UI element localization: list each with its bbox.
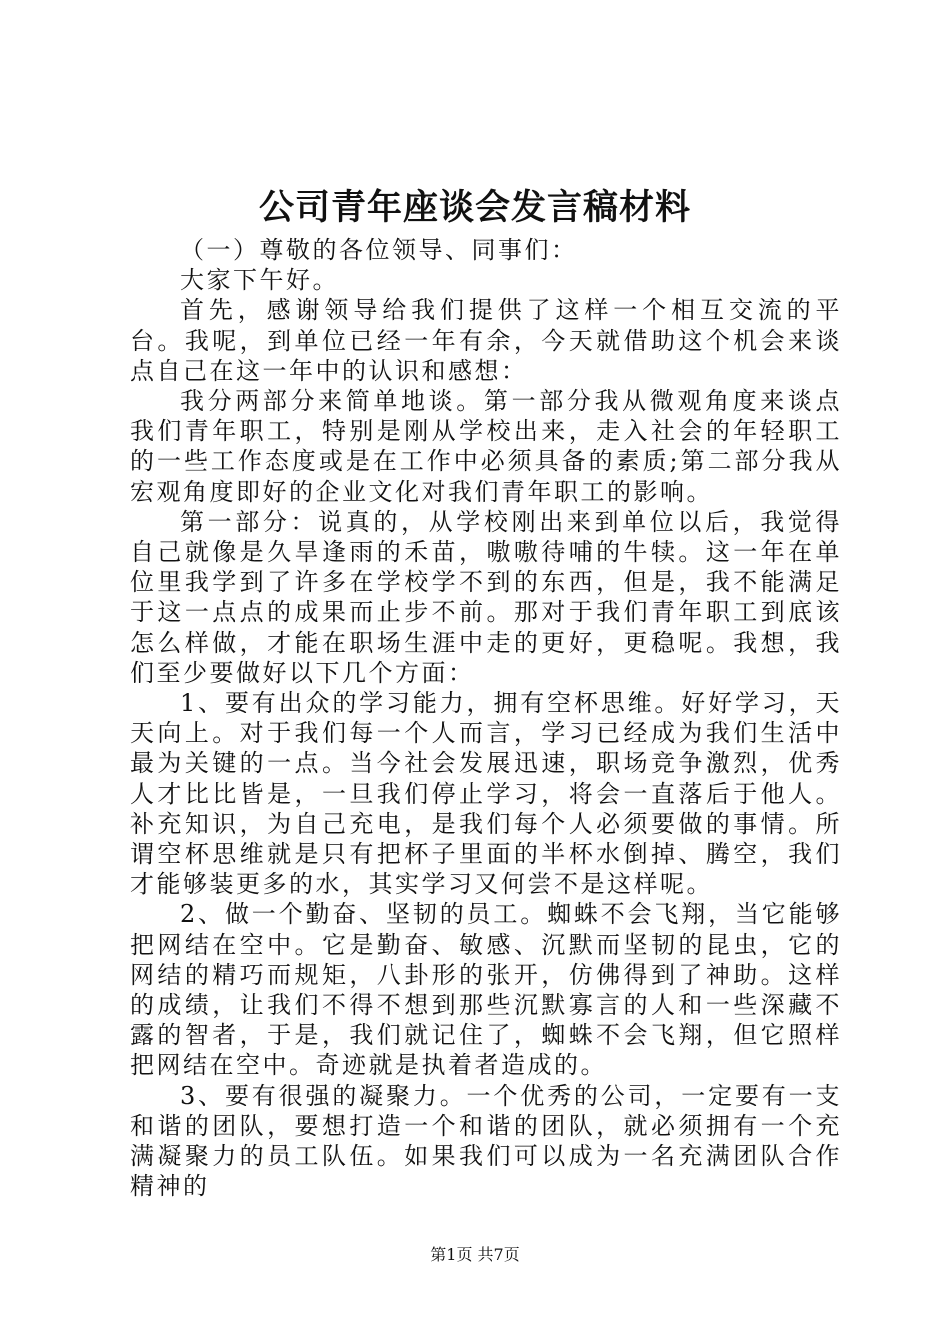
salutation-paragraph: （一）尊敬的各位领导、同事们：: [180, 236, 578, 264]
point-one-paragraph: 1、要有出众的学习能力，拥有空杯思维。好好学习，天天向上。对于我们每一个人而言，学习已经成为我们生活中最为关键的一点。当今社会发展迅速，职场竞争激烈，优秀人才比比皆是，一旦我们停止学习，将会一直落后于他人。补充知识，为自己充电，是我们每个人必须要做的事情。所谓空杯思维就是只有把杯子里面的半杯水倒掉、腾空，我们才能够装更多的水，其实学习又何尝不是这样呢。: [130, 689, 842, 899]
part-one-paragraph: 第一部分：说真的，从学校刚出来到单位以后，我觉得自己就像是久旱逢雨的禾苗，嗷嗷待哺的牛犊。这一年在单位里我学到了许多在学校学不到的东西，但是，我不能满足于这一点点的成果而止步不前。那对于我们青年职工到底该怎么样做，才能在职场生涯中走的更好，更稳呢。我想，我们至少要做好以下几个方面：: [130, 507, 842, 687]
document-body: [130, 235, 842, 1202]
point-three-paragraph: 3、要有很强的凝聚力。一个优秀的公司，一定要有一支和谐的团队，要想打造一个和谐的团队，就必须拥有一个充满凝聚力的员工队伍。如果我们可以成为一名充满团队合作精神的: [130, 1081, 842, 1201]
intro-paragraph: 首先，感谢领导给我们提供了这样一个相互交流的平台。我呢，到单位已经一年有余，今天就借助这个机会来谈点自己在这一年中的认识和感想：: [130, 296, 842, 385]
document-title: 公司青年座谈会发言稿材料: [258, 187, 691, 228]
point-two-paragraph: 2、做一个勤奋、坚韧的员工。蜘蛛不会飞翔，当它能够把网结在空中。它是勤奋、敏感、沉默而坚韧的昆虫，它的网结的精巧而规矩，八卦形的张开，仿佛得到了神助。这样的成绩，让我们不得不想到那些沉默寡言的人和一些深藏不露的智者，于是，我们就记住了，蜘蛛不会飞翔，但它照样把网结在空中。奇迹就是执着者造成的。: [130, 900, 842, 1080]
greeting-paragraph: 大家下午好。: [180, 266, 339, 295]
page-footer: 第1页 共7页: [430, 1245, 520, 1264]
outline-paragraph: 我分两部分来简单地谈。第一部分我从微观角度来谈点我们青年职工，特别是刚从学校出来，走入社会的年轻职工的一些工作态度或是在工作中必须具备的素质;第二部分我从宏观角度即好的企业文化对我们青年职工的影响。: [130, 387, 842, 506]
